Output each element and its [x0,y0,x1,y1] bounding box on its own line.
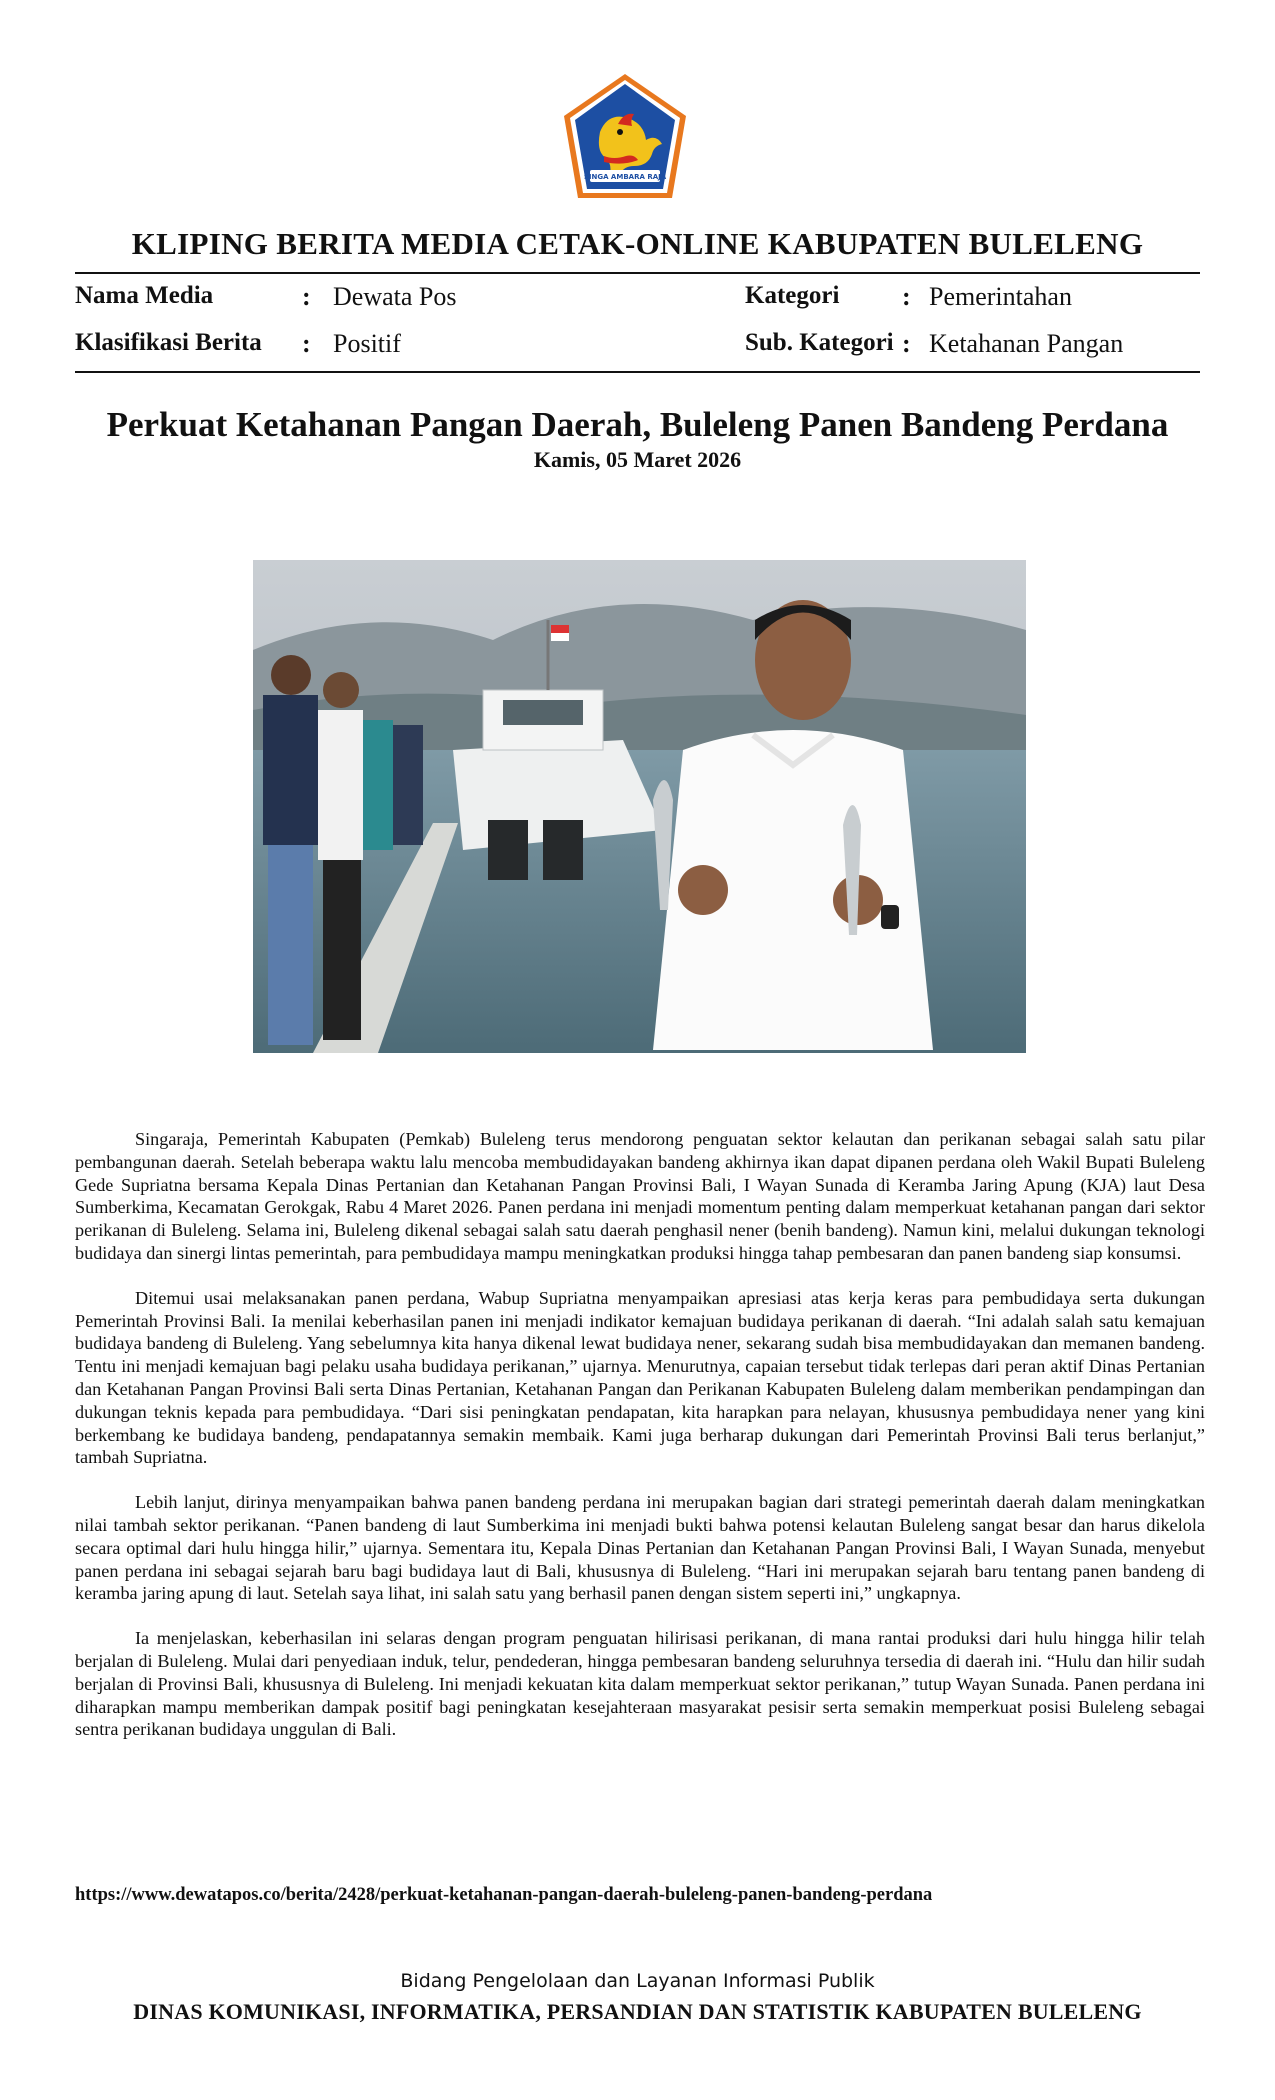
kategori-label: Kategori [745,282,840,309]
article-paragraph: Lebih lanjut, dirinya menyampaikan bahwa panen bandeng perdana ini merupakan bagian dari strategi pemerintah daerah dalam meningkatkan nilai tambah sektor perikanan. “Panen bandeng di laut Sumberkima ini menjadi bukti bahwa potensi kelautan Buleleng sangat besar dan harus dikelola secara optimal dari hulu hingga hilir,” ujarnya. Sementara itu, Kepala Dinas Pertanian dan Ketahanan Pangan Provinsi Bali, I Wayan Sunada, menyebut panen perdana ini sebagai sejarah baru bagi budidaya laut di Bali, khususnya di Buleleng. “Hari ini merupakan sejarah baru tentang panen bandeng di keramba jaring apung di laut. Setelah saya lihat, ini salah satu yang berhasil panen dengan sistem seperti ini,” ungkapnya. [75,1492,1205,1604]
nama-media-colon: : [302,282,311,311]
footer-department: Bidang Pengelolaan dan Layanan Informasi Publik [400,1970,875,1992]
buleleng-logo [560,72,690,202]
nama-media-label: Nama Media [75,282,214,309]
logo-motto: SINGA AMBARA RAJA [583,173,667,181]
source-url[interactable]: https://www.dewatapos.co/berita/2428/perkuat-ketahanan-pangan-daerah-buleleng-panen-bandeng-perdana [75,1885,933,1905]
klasifikasi-colon: : [302,329,311,358]
subkategori-value: Ketahanan Pangan [929,329,1124,358]
header-title: KLIPING BERITA MEDIA CETAK-ONLINE KABUPATEN BULELENG [131,226,1144,261]
news-photo [253,560,1026,1053]
subkategori-label: Sub. Kategori [745,329,894,356]
article-paragraph: Ia menjelaskan, keberhasilan ini selaras dengan program penguatan hilirisasi perikanan, di mana rantai produksi dari hulu hingga hilir telah berjalan di Buleleng. Mulai dari penyediaan induk, telur, pendederan, hingga pembesaran bandeng seluruhnya tersedia di daerah ini. “Hulu dan hilir sudah berjalan di Provinsi Bali, khususnya di Buleleng. Ini menjadi kekuatan kita dalam memperkuat sektor perikanan,” tutup Wayan Sunada. Panen perdana ini diharapkan mampu memberikan dampak positif bagi peningkatan kesejahteraan masyarakat pesisir serta semakin memperkuat posisi Buleleng sebagai sentra perikanan budidaya unggulan di Bali. [75,1628,1205,1740]
nama-media-value: Dewata Pos [333,282,457,311]
article-date: Kamis, 05 Maret 2026 [533,447,742,472]
article-paragraph: Singaraja, Pemerintah Kabupaten (Pemkab) Buleleng terus mendorong penguatan sektor kelautan dan perikanan sebagai salah satu pilar pembangunan daerah. Setelah beberapa waktu lalu mencoba membudidayakan bandeng akhirnya ikan dapat dipanen perdana oleh Wakil Bupati Buleleng Gede Supriatna bersama Kepala Dinas Pertanian dan Ketahanan Pangan Provinsi Bali, I Wayan Sunada di Keramba Jaring Apung (KJA) laut Desa Sumberkima, Kecamatan Gerokgak, Rabu 4 Maret 2026. Panen perdana ini menjadi momentum penting dalam memperkuat ketahanan pangan dari sektor perikanan di Buleleng. Selama ini, Buleleng dikenal sebagai salah satu daerah penghasil nener (benih bandeng). Namun kini, melalui dukungan teknologi budidaya dan sinergi lintas pemerintah, para pembudidaya mampu meningkatkan produksi hingga tahap pembesaran dan panen bandeng siap konsumsi. [75,1129,1205,1263]
article-paragraph: Ditemui usai melaksanakan panen perdana, Wabup Supriatna menyampaikan apresiasi atas kerja keras para pembudidaya serta dukungan Pemerintah Provinsi Bali. Ia menilai keberhasilan panen ini menjadi indikator kemajuan budidaya perikanan di daerah. “Ini adalah salah satu kemajuan budidaya bandeng di Buleleng. Yang sebelumnya kita hanya dikenal lewat budidaya nener, sekarang sudah bisa membudidayakan dan memanen bandeng. Tentu ini menjadi kemajuan bagi pelaku usaha budidaya perikanan,” ujarnya. Menurutnya, capaian tersebut tidak terlepas dari peran aktif Dinas Pertanian dan Ketahanan Pangan Provinsi Bali serta Dinas Pertanian, Ketahanan Pangan dan Perikanan Kabupaten Buleleng dalam memberikan pendampingan dan dukungan teknis kepada para pembudidaya. “Dari sisi peningkatan pendapatan, kita harapkan para nelayan, khususnya pembudidaya nener yang kini berkembang ke budidaya bandeng, pendapatannya semakin membaik. Kami juga berharap dukungan dari Pemerintah Provinsi Bali terus berlanjut,” tambah Supriatna. [75,1287,1205,1468]
klasifikasi-value: Positif [333,329,401,358]
article-title: Perkuat Ketahanan Pangan Daerah, Buleleng Panen Bandeng Perdana [106,405,1169,444]
subkategori-colon: : [902,329,911,358]
header-rule-top [75,272,1200,274]
header-rule-bottom [75,371,1200,373]
article-body [75,1128,1205,1763]
footer-agency: DINAS KOMUNIKASI, INFORMATIKA, PERSANDIAN DAN STATISTIK KABUPATEN BULELENG [133,1999,1142,2024]
kategori-value: Pemerintahan [929,282,1072,311]
kategori-colon: : [902,282,911,311]
klasifikasi-label: Klasifikasi Berita [75,329,262,356]
